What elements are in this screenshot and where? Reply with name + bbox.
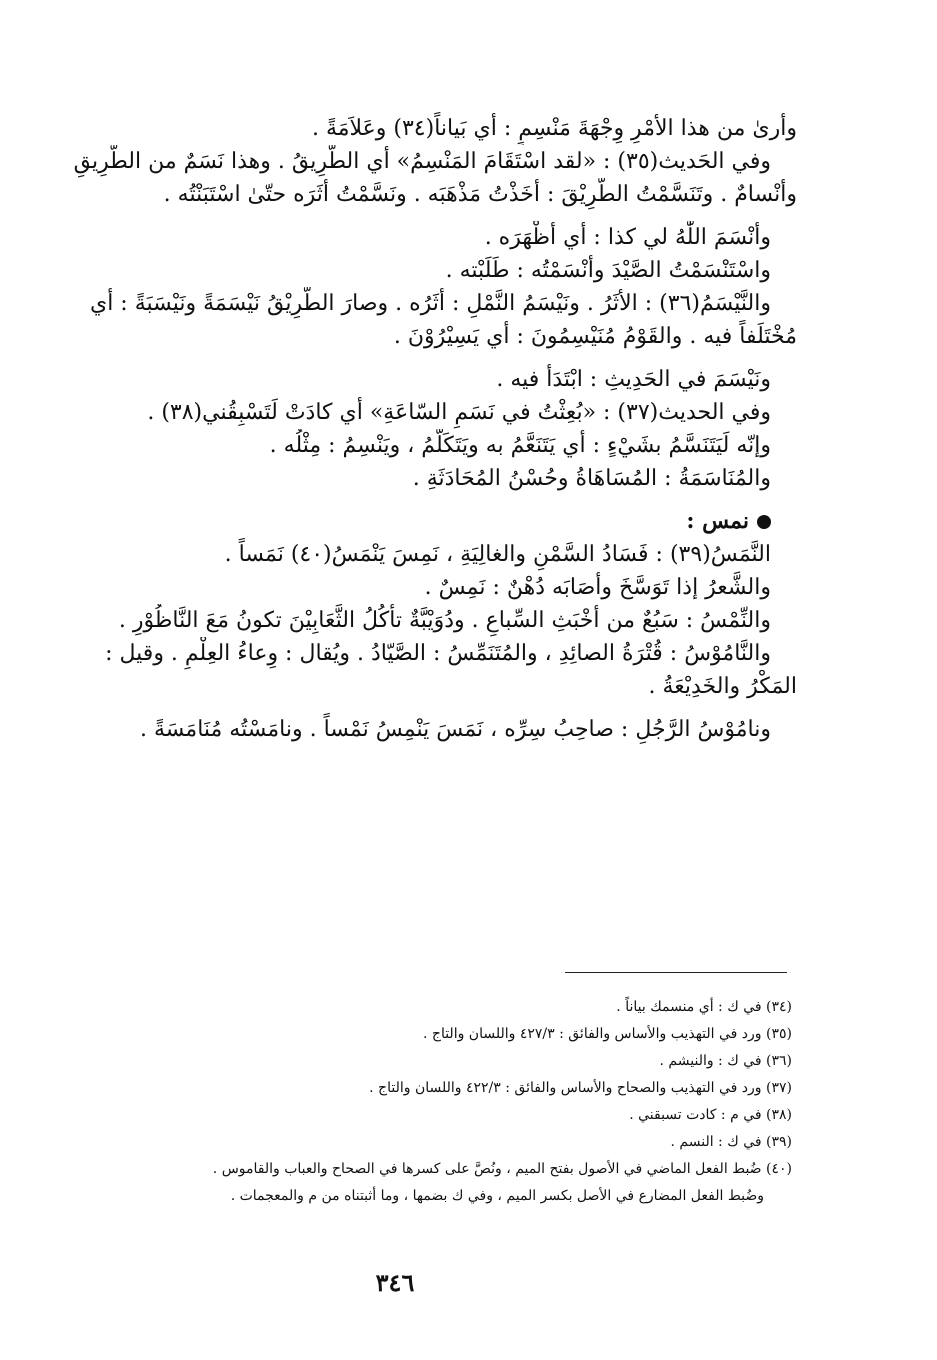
text-line: واسْتَنْسَمْتُ الصَّيْدَ وأنْسَمْتُه : طَلَبْته . bbox=[445, 258, 771, 283]
text-line: وأرىٰ من هذا الأمْرِ وِجْهَةَ مَنْسِمٍ : أي بَياناً(٣٤) وعَلاَمَةً . bbox=[311, 116, 797, 141]
text-line: مُخْتَلَفاً فيه . والقَوْمُ مُنَيْسِمُونَ : أي يَسِيْرُوْنَ . bbox=[393, 324, 797, 349]
text-line: وأنْسَمَ اللّٰهُ لي كذا : أي أظْهَرَه . bbox=[484, 225, 771, 250]
page-number: ٣٤٦ bbox=[375, 1268, 415, 1297]
text-line: والمُنَاسَمَةُ : المُسَاهَاةُ وحُسْنُ المُحَادَثَةِ . bbox=[412, 466, 771, 491]
text-line: النَّمَسُ(٣٩) : فَسَادُ السَّمْنِ والغالِيَةِ ، نَمِسَ يَنْمَسُ(٤٠) نَمَساً . bbox=[224, 542, 771, 567]
text-line: وأنْسامٌ . وتَنَسَّمْتُ الطَّرِيْقَ : أخَذْتُ مَذْهَبَه . ونَسَّمْتُ أثَرَه حتّىٰ اسْتَبَنْتُه . bbox=[163, 182, 797, 207]
bullet-icon bbox=[757, 515, 771, 529]
text-line: ونَيْسَمَ في الحَدِيثِ : ابْتَدَأ فيه . bbox=[496, 367, 771, 392]
footnote-divider bbox=[565, 972, 787, 973]
text-line: والنِّمْسُ : سَبُعٌ من أخْبَثِ السِّباعِ . ودُوَيْبَّةٌ تأكُلُ الثَّعَابِيْنَ تكونُ مَعَ النَّاظُوْرِ . bbox=[118, 608, 771, 633]
footnote: (٣٧) ورد في التهذيب والصحاح والأساس والفائق : ٤٢٢/٣ واللسان والتاج . bbox=[369, 1080, 792, 1096]
footnote: (٣٤) في ك : أي منسمك بياناً . bbox=[616, 999, 792, 1015]
text-line: المَكْرُ والخَدِيْعَةُ . bbox=[648, 674, 797, 699]
footnote: (٣٨) في م : كادت تسبقني . bbox=[629, 1107, 792, 1123]
footnote: (٣٩) في ك : النسم . bbox=[670, 1134, 792, 1150]
footnotes bbox=[70, 994, 792, 1210]
main-text bbox=[70, 112, 797, 746]
text-line: ونامُوْسُ الرَّجُلِ : صاحِبُ سِرِّه ، نَمَسَ يَنْمِسُ نَمْساً . ونامَسْتُه مُنَامَسَةً . bbox=[140, 717, 771, 742]
text-line: والنَّيْسَمُ(٣٦) : الأثَرُ . ونَيْسَمُ النَّمْلِ : أثَرُه . وصارَ الطَّرِيْقُ نَيْسَمَةً ونَيْسَبَةً : أي bbox=[89, 291, 771, 316]
text-line: وإنّه لَيَتَنَسَّمُ بشَيْءٍ : أي يَتَنَعَّمُ به ويَتَكَلَّمُ ، ويَنْسِمُ : مِثْلُه . bbox=[269, 433, 771, 458]
footnote: (٤٠) ضُبط الفعل الماضي في الأصول بفتح الميم ، ونُصَّ على كسرها في الصحاح والعباب والقاموس . bbox=[212, 1161, 792, 1177]
text-line: والنَّامُوْسُ : قُتْرَةُ الصائِدِ ، والمُتَنَمِّسُ : الصَّيّادُ . ويُقال : وِعاءُ العِلْمِ . وقيل : bbox=[105, 641, 771, 666]
footnote: (٣٦) في ك : والنيشم . bbox=[659, 1053, 792, 1069]
entry-heading-label: نمس : bbox=[686, 508, 749, 534]
text-line: وفي الحَديث(٣٥) : «لقد اسْتَقَامَ المَنْسِمُ» أي الطَّرِيقُ . وهذا نَسَمٌ من الطَّرِيقِ bbox=[73, 149, 771, 174]
entry-heading bbox=[70, 505, 797, 538]
text-line: وفي الحديث(٣٧) : «بُعِثْتُ في نَسَمِ السّاعَةِ» أي كادَتْ لَتَسْبِقُني(٣٨) . bbox=[147, 400, 771, 425]
text-line: والشَّعرُ إذا تَوَسَّخَ وأصَابَه دُهْنٌ : نَمِسٌ . bbox=[424, 575, 771, 600]
footnote-continuation: وضُبط الفعل المضارع في الأصل بكسر الميم ، وفي ك بضمها ، وما أثبتناه من م والمعجمات . bbox=[230, 1188, 764, 1204]
footnote: (٣٥) ورد في التهذيب والأساس والفائق : ٤٢٧/٣ واللسان والتاج . bbox=[423, 1026, 792, 1042]
